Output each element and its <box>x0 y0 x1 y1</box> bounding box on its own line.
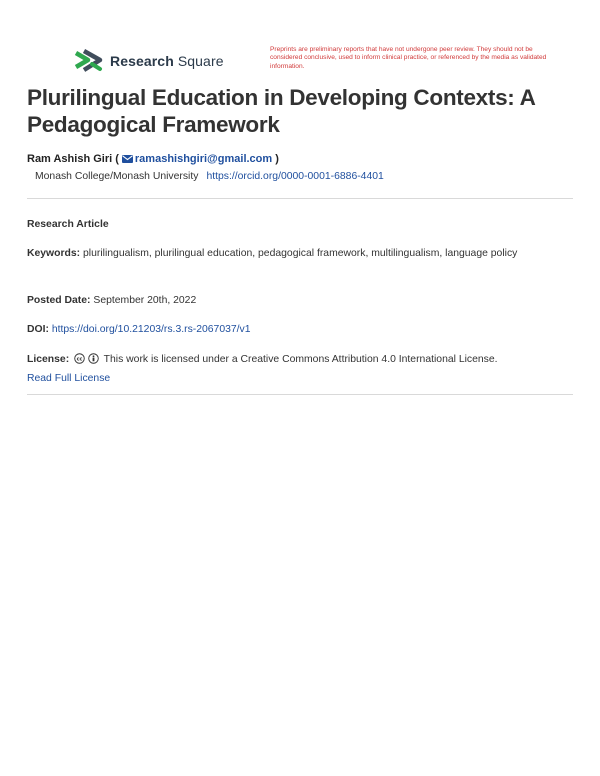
preprint-disclaimer: Preprints are preliminary reports that have not undergone peer review. They should not be considered conclusive, used to inform clinical practice, or referenced by the media as validated information. <box>270 46 547 70</box>
divider-top <box>27 198 573 199</box>
cc-icon <box>74 353 85 364</box>
keywords-value: plurilingualism, plurilingual education, pedagogical framework, multilingualism, language policy <box>83 248 518 259</box>
paper-title: Plurilingual Education in Developing Contexts: A Pedagogical Framework <box>27 85 535 137</box>
author-name: Ram Ashish Giri <box>27 153 113 165</box>
article-type-label: Research Article <box>27 219 109 230</box>
doi-row <box>27 321 573 338</box>
license-row <box>27 351 573 387</box>
open-paren: ( <box>115 153 119 165</box>
research-square-chevrons-icon <box>74 49 104 73</box>
author-affiliation: Monash College/Monash University <box>35 171 199 182</box>
license-text: This work is licensed under a Creative Commons Attribution 4.0 International License. <box>103 354 498 365</box>
divider-bottom <box>27 394 573 395</box>
license-icons <box>74 353 99 370</box>
read-full-license-link[interactable]: Read Full License <box>27 372 111 384</box>
posted-date-value: September 20th, 2022 <box>93 295 197 306</box>
orcid-link[interactable]: https://orcid.org/0000-0001-6886-4401 <box>206 171 384 182</box>
envelope-icon <box>122 155 133 163</box>
close-paren: ) <box>275 153 279 165</box>
posted-date-label: Posted Date: <box>27 295 91 306</box>
doi-link[interactable]: https://doi.org/10.21203/rs.3.rs-2067037/v1 <box>51 324 251 335</box>
brand-name <box>110 53 224 69</box>
brand-word-square: Square <box>177 53 224 69</box>
research-square-logo[interactable] <box>74 48 224 74</box>
svg-text:cc: cc <box>76 356 83 363</box>
article-type <box>27 216 573 233</box>
by-icon <box>88 353 99 364</box>
posted-date-row <box>27 292 573 309</box>
license-label: License: <box>27 354 70 365</box>
affiliation-line <box>35 171 384 182</box>
keywords-label: Keywords: <box>27 248 81 259</box>
keywords-row <box>27 245 573 262</box>
brand-word-research: Research <box>110 53 174 69</box>
author-email-link[interactable]: ramashishgiri@gmail.com <box>134 153 273 165</box>
author-line <box>27 153 279 165</box>
doi-label: DOI: <box>27 324 49 335</box>
